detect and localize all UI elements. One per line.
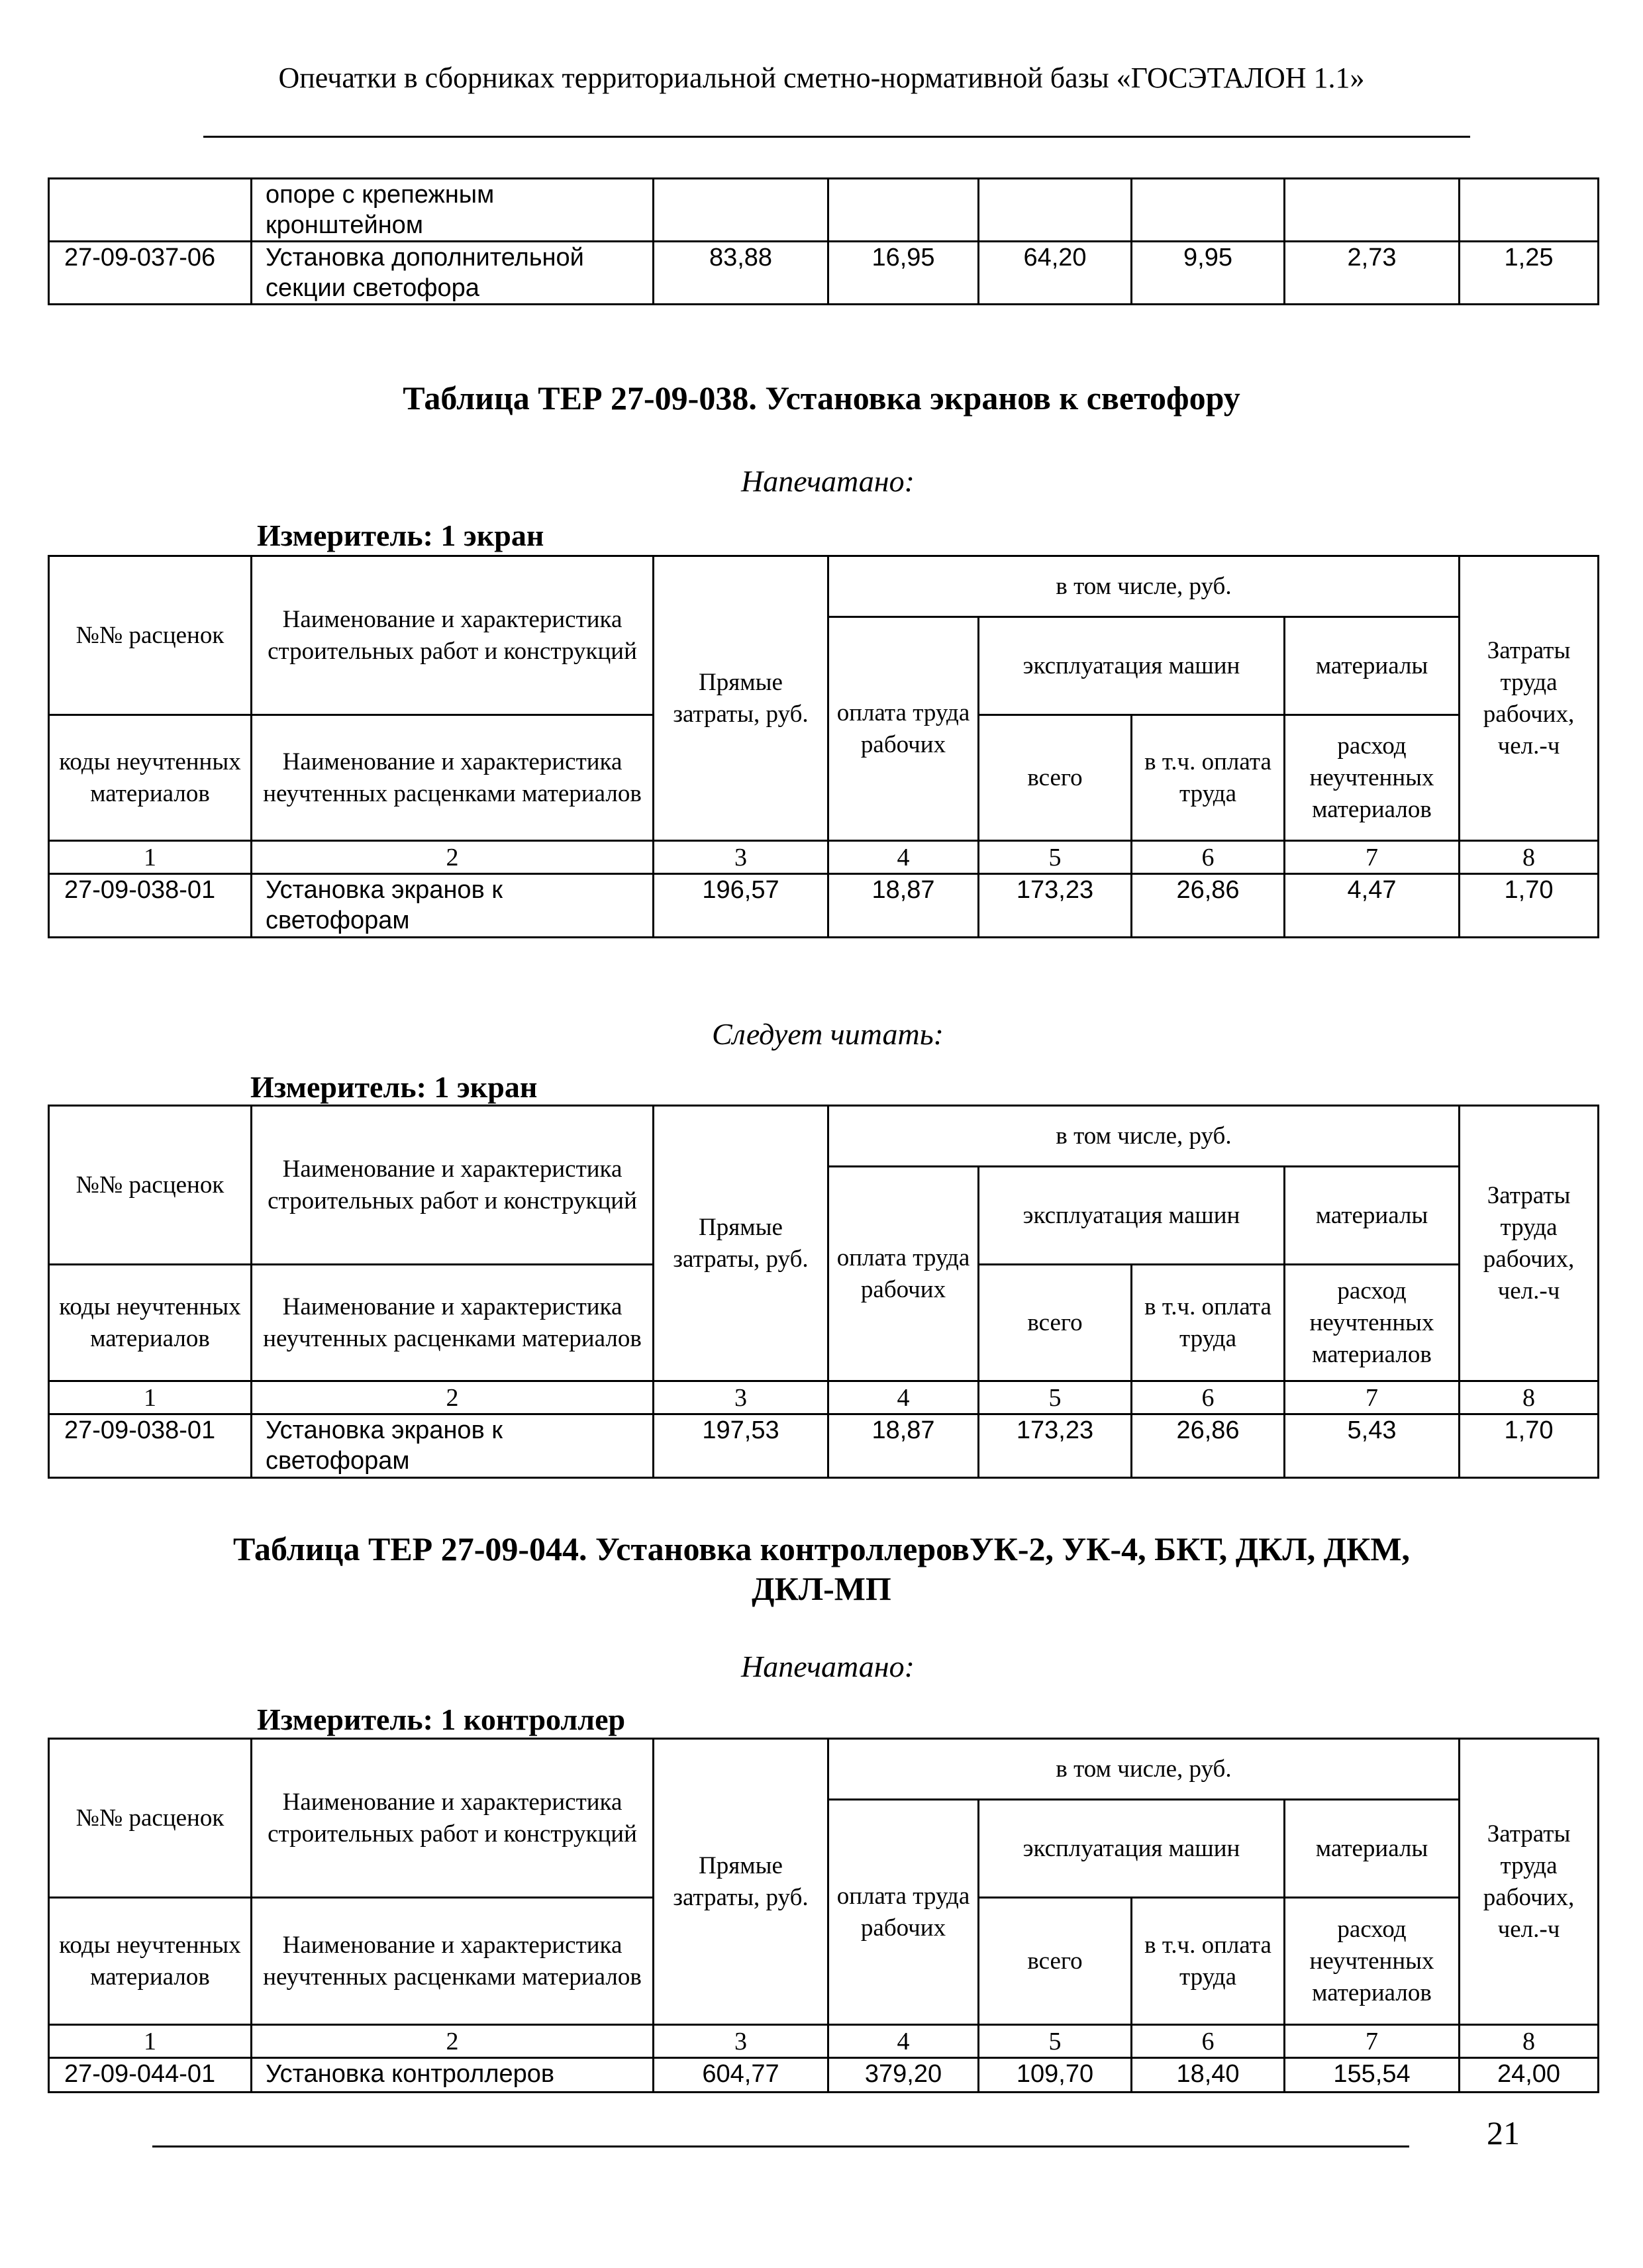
col-including: в том числе, руб.: [828, 1106, 1460, 1167]
meter-label: Измеритель: 1 контроллер: [257, 1702, 626, 1736]
work-name: Установка экранов к светофорам: [252, 1414, 654, 1478]
col-unaccounted-name: Наименование и характеристика неучтенных расценками материалов: [252, 1898, 654, 2025]
col-materials: материалы: [1285, 1167, 1460, 1265]
col-rate-no: №№ расценок: [49, 1739, 252, 1898]
col-labor-hours: Затраты труда рабочих, чел.-ч: [1460, 1106, 1599, 1381]
table-row: 27-09-038-01 Установка экранов к светофорам 197,53 18,87 173,23 26,86 5,43 1,70: [49, 1414, 1599, 1478]
work-name: Установка экранов к светофорам: [252, 874, 654, 938]
table-row: 27-09-037-06 Установка дополнительной секции светофора 83,88 16,95 64,20 9,95 2,73 1,25: [49, 242, 1599, 305]
section-title-044: Таблица ТЕР 27-09-044. Установка контроллеровУК-2, УК-4, БКТ, ДКЛ, ДКМ,: [232, 1530, 1411, 1567]
col-direct-costs: Прямые затраты, руб.: [654, 1739, 828, 2025]
col-incl-labor: в т.ч. оплата труда: [1132, 715, 1285, 841]
col-total: всего: [979, 715, 1132, 841]
rates-table-038-corrected: №№ расценок Наименование и характеристика строительных работ и конструкций Прямые затраты, руб. в том числе, руб. Затраты труда рабочих, чел.-ч оплата труда рабочих эксплуатация машин материалы коды неучтенных материалов Наименование и характеристика неучтенных расценками материалов всего в т.ч. оплата труда расход неучтенных материалов 1 2 3 4 5 6 7 8 27-09-038-01 Установка экранов к светофорам 197,53 18,87 173,23 26,86 5,43 1,70: [48, 1105, 1599, 1479]
col-labor-pay: оплата труда рабочих: [828, 617, 979, 841]
rate-code: 27-09-044-01: [49, 2058, 252, 2093]
col-labor-hours: Затраты труда рабочих, чел.-ч: [1460, 1739, 1599, 2025]
continuation-table: [48, 177, 1599, 305]
col-work-name: Наименование и характеристика строительных работ и конструкций: [252, 556, 654, 715]
running-header: Опечатки в сборниках территориальной сметно-нормативной базы «ГОСЭТАЛОН 1.1»: [278, 62, 1365, 94]
rates-table-044-printed: №№ расценок Наименование и характеристика строительных работ и конструкций Прямые затраты, руб. в том числе, руб. Затраты труда рабочих, чел.-ч оплата труда рабочих эксплуатация машин материалы коды неучтенных материалов Наименование и характеристика неучтенных расценками материалов всего в т.ч. оплата труда расход неучтенных материалов 1 2 3 4 5 6 7 8 27-09-044-01 Установка контроллеров 604,77 379,20 109,70 18,40 155,54 24,00: [48, 1738, 1599, 2093]
rate-code: [49, 179, 252, 242]
meter-label: Измеритель: 1 экран: [257, 518, 544, 552]
col-consumption: расход неучтенных материалов: [1285, 1265, 1460, 1381]
col-incl-labor: в т.ч. оплата труда: [1132, 1265, 1285, 1381]
col-codes: коды неучтенных материалов: [49, 715, 252, 841]
meter-label: Измеритель: 1 экран: [250, 1070, 538, 1104]
col-including: в том числе, руб.: [828, 556, 1460, 617]
work-name: Установка дополнительной секции светофора: [252, 242, 654, 305]
col-unaccounted-name: Наименование и характеристика неучтенных расценками материалов: [252, 715, 654, 841]
table-row: 27-09-044-01 Установка контроллеров 604,77 379,20 109,70 18,40 155,54 24,00: [49, 2058, 1599, 2093]
col-rate-no: №№ расценок: [49, 1106, 252, 1265]
col-incl-labor: в т.ч. оплата труда: [1132, 1898, 1285, 2025]
col-machines: эксплуатация машин: [979, 617, 1285, 715]
printed-label: Напечатано:: [741, 464, 915, 498]
printed-label: Напечатано:: [741, 1650, 915, 1683]
section-title-044-cont: ДКЛ-МП: [752, 1570, 891, 1607]
header-rule: [203, 136, 1470, 138]
col-work-name: Наименование и характеристика строительных работ и конструкций: [252, 1739, 654, 1898]
col-consumption: расход неучтенных материалов: [1285, 715, 1460, 841]
section-title-038: Таблица ТЕР 27-09-038. Установка экранов к светофору: [403, 379, 1240, 417]
col-codes: коды неучтенных материалов: [49, 1265, 252, 1381]
work-name: опоре с крепежным кронштейном: [252, 179, 654, 242]
col-labor-pay: оплата труда рабочих: [828, 1167, 979, 1381]
col-codes: коды неучтенных материалов: [49, 1898, 252, 2025]
rate-code: 27-09-038-01: [49, 1414, 252, 1478]
page-number: 21: [1487, 2114, 1520, 2151]
col-machines: эксплуатация машин: [979, 1800, 1285, 1898]
col-total: всего: [979, 1265, 1132, 1381]
col-machines: эксплуатация машин: [979, 1167, 1285, 1265]
rates-table-038-printed: №№ расценок Наименование и характеристика строительных работ и конструкций Прямые затраты, руб. в том числе, руб. Затраты труда рабочих, чел.-ч оплата труда рабочих эксплуатация машин материалы коды неучтенных материалов Наименование и характеристика неучтенных расценками материалов всего в т.ч. оплата труда расход неучтенных материалов 1 2 3 4 5 6 7 8 27-09-038-01 Установка экранов к светофорам 196,57 18,87 173,23 26,86 4,47 1,70: [48, 555, 1599, 938]
col-unaccounted-name: Наименование и характеристика неучтенных расценками материалов: [252, 1265, 654, 1381]
col-labor-hours: Затраты труда рабочих, чел.-ч: [1460, 556, 1599, 841]
rate-code: 27-09-037-06: [49, 242, 252, 305]
col-work-name: Наименование и характеристика строительных работ и конструкций: [252, 1106, 654, 1265]
col-materials: материалы: [1285, 617, 1460, 715]
col-labor-pay: оплата труда рабочих: [828, 1800, 979, 2025]
col-consumption: расход неучтенных материалов: [1285, 1898, 1460, 2025]
col-materials: материалы: [1285, 1800, 1460, 1898]
work-name: Установка контроллеров: [252, 2058, 654, 2093]
table-row: [49, 179, 1599, 242]
col-including: в том числе, руб.: [828, 1739, 1460, 1800]
table-row: 27-09-038-01 Установка экранов к светофорам 196,57 18,87 173,23 26,86 4,47 1,70: [49, 874, 1599, 938]
col-direct-costs: Прямые затраты, руб.: [654, 1106, 828, 1381]
footer-rule: [152, 2145, 1409, 2147]
rate-code: 27-09-038-01: [49, 874, 252, 938]
col-rate-no: №№ расценок: [49, 556, 252, 715]
correction-label: Следует читать:: [712, 1017, 944, 1051]
col-direct-costs: Прямые затраты, руб.: [654, 556, 828, 841]
col-total: всего: [979, 1898, 1132, 2025]
